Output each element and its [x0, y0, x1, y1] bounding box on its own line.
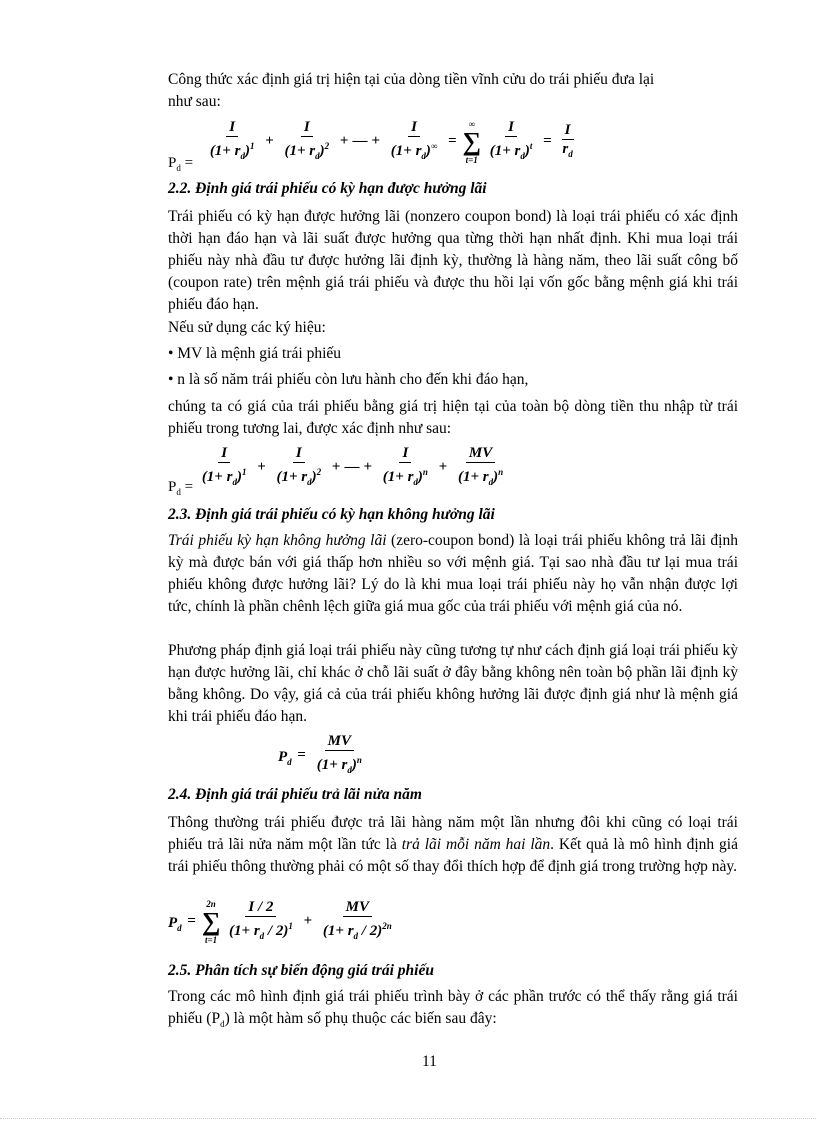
para-2-2-3: chúng ta có giá của trái phiếu bằng giá trị hiện tại của toàn bộ dòng tiền thu nhập từ trái phiếu trong tương lai, được xác định như sau:	[168, 398, 738, 437]
term-t: $\frac{I}{(1+ r_d)^t}$	[489, 119, 533, 161]
sum-symbol: ∞ ∑ t=1	[462, 118, 481, 165]
para-2-3-1: Trái phiếu kỳ hạn không hưởng lãi (zero-coupon bond) là loại trái phiếu không trả lãi định kỳ mà được bán với giá thấp hơn nhiều so với mệnh giá. Tại sao nhà đầu tư lại mua trái phiếu không được hưởng lãi? Lý do là khi mua loại trái phiếu này họ vẫn nhận được lợi tức, chính là phần chênh lệch giữa giá mua gốc của trái phiếu với mệnh giá của nó.	[168, 532, 738, 615]
term-result: $\frac{I}{r_d}$	[562, 121, 573, 159]
term-2: $\frac{I}{(1+ r_d)^2}$	[284, 119, 330, 161]
para-2-4-1: Thông thường trái phiếu được trả lãi hàng năm một lần nhưng đôi khi cũng có loại trái phiếu trả lãi nửa năm một lần tức là trả lãi mỗi năm hai lần. Kết quả là mô hình định giá trái phiếu thông thường phải có một số thay đổi thích hợp để định giá trong trường hợp này.	[168, 814, 738, 875]
page-edge-divider	[0, 1118, 816, 1119]
para-2-2-2: Nếu sử dụng các ký hiệu:	[168, 319, 326, 336]
term-inf: $\frac{I}{(1+ r_d)^\infty}$	[390, 119, 438, 161]
bullet-mv: • MV là mệnh giá trái phiếu	[168, 345, 342, 362]
para-2-3-2: Phương pháp định giá loại trái phiếu này cũng tương tự như cách định giá loại trái phiếu kỳ hạn được hưởng lãi, chỉ khác ở chỗ lãi suất ở đây bằng không nên toàn bộ phần lãi định kỳ bằng không. Do vậy, giá cả của trái phiếu không hưởng lãi được định giá như là mệnh giá khi trái phiếu đáo hạn.	[168, 642, 738, 725]
heading-2-2: 2.2. Định giá trái phiếu có kỳ hạn được hưởng lãi	[168, 180, 487, 197]
pd-label: $P_d$ =	[168, 154, 194, 173]
heading-2-3: 2.3. Định giá trái phiếu có kỳ hạn không hưởng lãi	[168, 506, 495, 523]
intro-line-2: như sau:	[168, 93, 221, 110]
bullet-n: • n là số năm trái phiếu còn lưu hành cho đến khi đáo hạn,	[168, 371, 529, 388]
formula-zero-coupon: $P_d$ = $\frac{MV}{(1+ r_d)^n}$	[278, 733, 362, 775]
page-number: 11	[422, 1053, 437, 1070]
heading-2-4: 2.4. Định giá trái phiếu trả lãi nửa năm	[168, 786, 422, 803]
formula-perpetuity: $P_d$ = $\frac{I}{(1+ r_d)^1}$ + $\frac{I}{(1+ r_d)^2}$ + — + $\frac{I}{(1+ r_d)^\infty}$ = ∞ ∑ t=1 $\frac{I}{(1+ r_d)^t}$ = $\frac{I}{r_d}$	[168, 118, 578, 173]
formula-coupon-bond: $P_d$ = $\frac{I}{(1+ r_d)^1}$ + $\frac{I}{(1+ r_d)^2}$ + — + $\frac{I}{(1+ r_d)^n}$ + $\frac{MV}{(1+ r_d)^n}$	[168, 445, 504, 497]
para-2-2-1: Trái phiếu có kỳ hạn được hưởng lãi (nonzero coupon bond) là loại trái phiếu có xác định thời hạn đáo hạn và lãi suất được hưởng qua từng thời hạn nhất định. Khi mua loại trái phiếu này nhà đầu tư được hưởng lãi định kỳ, thường là hàng năm, theo lãi suất công bố (coupon rate) trên mệnh giá trái phiếu và được thu hồi lại vốn gốc bằng mệnh giá khi trái phiếu đáo hạn.	[168, 208, 738, 313]
intro-line-1: Công thức xác định giá trị hiện tại của dòng tiền vĩnh cửu do trái phiếu đưa lại	[168, 71, 655, 88]
formula-semiannual: $P_d$ = 2n ∑ t=1 $\frac{I / 2}{(1+ r_d / 2)^1}$ + $\frac{MV}{(1+ r_d / 2)^{2n}}$	[168, 898, 392, 945]
heading-2-5: 2.5. Phân tích sự biến động giá trái phiếu	[168, 962, 434, 979]
para-2-5-1: Trong các mô hình định giá trái phiếu trình bày ở các phần trước có thể thấy rằng giá trái phiếu $(P_d)$ là một hàm số phụ thuộc các biến sau đây:	[168, 988, 738, 1030]
term-1: $\frac{I}{(1+ r_d)^1}$	[209, 119, 255, 161]
